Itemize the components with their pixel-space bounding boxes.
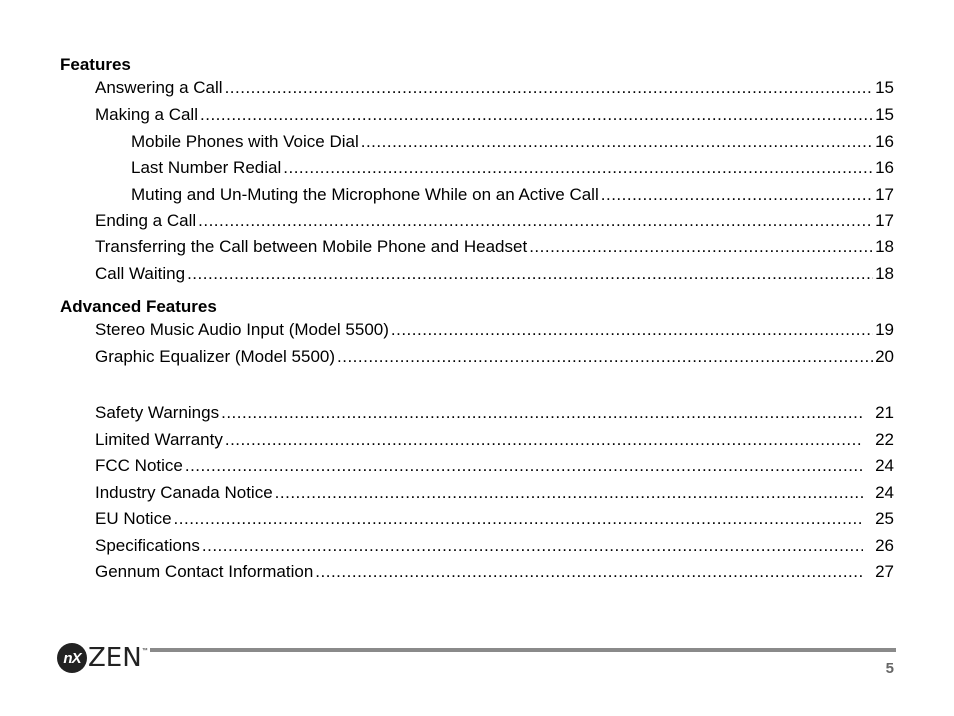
dot-leader [337,346,873,368]
toc-entry[interactable] [95,236,894,258]
toc-entry[interactable] [95,210,894,232]
footer-divider [150,648,896,652]
dot-leader [283,157,873,179]
dot-leader [529,236,873,258]
toc-entry-page: 20 [875,347,894,366]
toc-entry-label: FCC Notice [95,456,183,475]
toc-entry-page: 24 [875,456,894,475]
toc-entry-label: Ending a Call [95,211,197,230]
dot-leader [187,263,873,285]
toc-entry-label: Gennum Contact Information [95,562,314,581]
section-title-features: Features [60,55,131,74]
toc-entry[interactable] [95,402,894,424]
dot-leader [221,402,863,424]
toc-entry[interactable] [95,263,894,285]
toc-entry-label: Safety Warnings [95,403,220,422]
toc-entry-label: Stereo Music Audio Input (Model 5500) [95,320,389,339]
toc-entry[interactable] [131,131,894,153]
dot-leader [200,104,873,126]
toc-entry-page: 16 [875,132,894,151]
toc-entry-label: Mobile Phones with Voice Dial [131,132,359,151]
toc-entry-page: 19 [875,320,894,339]
dot-leader [275,482,863,504]
toc-entry-page: 15 [875,105,894,124]
logo-wordmark: ZEN [88,643,142,673]
toc-entry-label: Muting and Un-Muting the Microphone While on an Active Call [131,185,599,204]
toc-entry-label: Call Waiting [95,264,186,283]
toc-entry-label: Limited Warranty [95,430,223,449]
toc-entry[interactable] [95,429,894,451]
toc-entry-page: 27 [875,562,894,581]
toc-entry-label: Transferring the Call between Mobile Phone and Headset [95,237,528,256]
page-number: 5 [885,660,894,677]
toc-entry-page: 18 [875,237,894,256]
toc-entry-label: EU Notice [95,509,172,528]
toc-entry-page: 17 [875,185,894,204]
dot-leader [185,455,863,477]
dot-leader [601,184,873,206]
brand-logo [57,640,148,676]
toc-entry[interactable] [131,184,894,206]
dot-leader [225,429,863,451]
toc-entry-page: 22 [875,430,894,449]
dot-leader [198,210,873,232]
dot-leader [391,319,873,341]
toc-entry[interactable] [95,77,894,99]
toc-entry[interactable] [95,508,894,530]
toc-entry-page: 24 [875,483,894,502]
toc-entry[interactable] [95,104,894,126]
toc-entry-page: 25 [875,509,894,528]
toc-entry-page: 18 [875,264,894,283]
dot-leader [315,561,863,583]
toc-entry[interactable] [131,157,894,179]
toc-entry[interactable] [95,319,894,341]
toc-entry-page: 17 [875,211,894,230]
toc-entry[interactable] [95,455,894,477]
toc-entry-label: Making a Call [95,105,198,124]
toc-entry-page: 26 [875,536,894,555]
toc-entry-page: 15 [875,78,894,97]
section-title-advanced-features: Advanced Features [60,297,217,316]
toc-entry[interactable] [95,535,894,557]
logo-mark-icon: nX [57,643,87,673]
toc-entry[interactable] [95,561,894,583]
toc-entry-page: 16 [875,158,894,177]
toc-entry[interactable] [95,482,894,504]
dot-leader [225,77,874,99]
toc-entry[interactable] [95,346,894,368]
dot-leader [202,535,863,557]
toc-entry-label: Industry Canada Notice [95,483,273,502]
toc-entry-label: Last Number Redial [131,158,282,177]
toc-entry-label: Answering a Call [95,78,223,97]
toc-entry-label: Specifications [95,536,200,555]
dot-leader [174,508,864,530]
toc-entry-label: Graphic Equalizer (Model 5500) [95,347,336,366]
dot-leader [361,131,873,153]
toc-entry-page: 21 [875,403,894,422]
trademark-symbol: ™ [141,648,148,654]
